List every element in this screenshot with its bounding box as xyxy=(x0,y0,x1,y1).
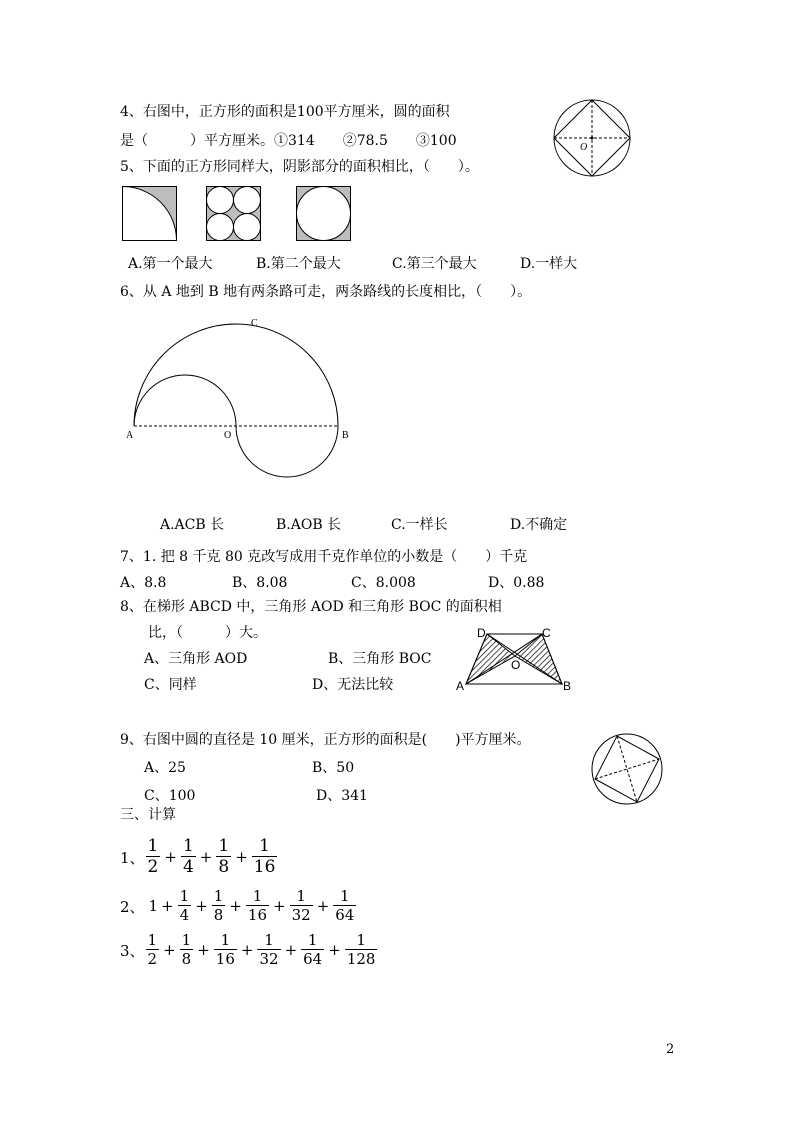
plus-sign: + xyxy=(284,941,298,959)
fraction-numerator: 1 xyxy=(246,889,269,906)
fraction xyxy=(181,838,196,876)
q5-square-3 xyxy=(296,186,352,242)
fraction-numerator: 1 xyxy=(179,887,190,905)
fraction xyxy=(301,933,324,967)
fraction xyxy=(216,838,231,876)
calc-1-index: 1、 xyxy=(120,848,145,867)
fraction-numerator: 1 xyxy=(333,889,356,906)
q8-label-a: A xyxy=(456,679,465,693)
q7-option-b: B、8.08 xyxy=(232,575,288,591)
q5-option-c: C.第三个最大 xyxy=(392,256,477,272)
q6-label-b: B xyxy=(342,430,349,441)
fraction-numerator: 1 xyxy=(252,838,278,857)
q4-line2: 是（ ）平方厘米。①314 ②78.5 ③100 xyxy=(120,133,457,149)
calc-problem-2 xyxy=(120,889,357,923)
fraction xyxy=(180,933,194,967)
q8-label-b: B xyxy=(563,679,572,693)
calc-2-expression xyxy=(158,889,357,923)
plus-sign: + xyxy=(195,897,208,915)
calc-problem-1 xyxy=(120,838,278,876)
fraction-denominator: 32 xyxy=(291,906,311,924)
fraction xyxy=(146,933,160,967)
q6-option-a: A.ACB 长 xyxy=(160,517,225,533)
q6-option-b: B.AOB 长 xyxy=(276,517,342,533)
q8-line1: 8、在梯形 ABCD 中，三角形 AOD 和三角形 BOC 的面积相 xyxy=(120,599,502,615)
q4-circle-square-figure xyxy=(552,98,632,178)
q6-label-o: O xyxy=(224,430,232,441)
q7-option-c: C、8.008 xyxy=(351,575,416,591)
fraction-denominator: 8 xyxy=(213,906,224,924)
plus-sign: + xyxy=(316,897,330,915)
fraction xyxy=(246,889,269,923)
fraction xyxy=(290,889,313,923)
plus-sign: + xyxy=(273,897,286,915)
q6-question: 6、从 A 地到 B 地有两条路可走，两条路线的长度相比，（ ）。 xyxy=(120,284,532,300)
fraction-denominator: 4 xyxy=(179,906,190,924)
fraction-denominator: 2 xyxy=(147,857,159,877)
q6-option-d: D.不确定 xyxy=(510,517,568,533)
fraction-denominator: 16 xyxy=(215,950,235,968)
fraction-numerator: 1 xyxy=(257,933,280,950)
fraction-numerator: 1 xyxy=(218,836,230,856)
q5-option-d: D.一样大 xyxy=(520,256,578,272)
section3-title: 三、计算 xyxy=(120,807,176,823)
q6-label-a: A xyxy=(126,430,134,441)
plus-sign: + xyxy=(161,897,174,915)
calc-3-expression xyxy=(145,933,379,967)
plus-sign: + xyxy=(164,848,177,866)
fraction-numerator: 1 xyxy=(182,836,194,856)
fraction-numerator: 1 xyxy=(301,933,324,950)
fraction-denominator: 16 xyxy=(247,906,268,924)
fraction-numerator: 1 xyxy=(181,931,192,949)
fraction-numerator: 1 xyxy=(213,887,224,905)
fraction-denominator: 64 xyxy=(335,906,355,924)
q6-label-c: C xyxy=(251,318,258,329)
fraction-denominator: 64 xyxy=(303,950,323,968)
plus-sign: + xyxy=(199,848,213,866)
plus-sign: + xyxy=(235,848,248,866)
q7-option-a: A、8.8 xyxy=(120,575,167,591)
q7-question: 7、1. 把 8 千克 80 克改写成用千克作单位的小数是（ ）千克 xyxy=(120,549,528,565)
fraction xyxy=(252,838,278,876)
q8-label-o: O xyxy=(511,658,521,672)
fraction xyxy=(212,889,226,923)
q8-label-d: D xyxy=(477,626,486,640)
q5-square-2 xyxy=(206,186,262,242)
q5-square-1 xyxy=(122,186,178,242)
calc-problem-3 xyxy=(120,933,378,967)
q8-line2: 比，（ ）大。 xyxy=(148,625,267,641)
fraction-numerator: 1 xyxy=(345,933,378,950)
q5-option-b: B.第二个最大 xyxy=(256,256,341,272)
fraction-numerator: 1 xyxy=(147,836,159,856)
plus-sign: + xyxy=(163,941,176,959)
q4-center-label: O xyxy=(580,142,588,153)
fraction-numerator: 1 xyxy=(214,933,237,950)
q9-circle-square-figure xyxy=(590,732,666,808)
fraction-denominator: 32 xyxy=(259,950,279,968)
fraction-denominator: 8 xyxy=(181,950,192,968)
fraction xyxy=(345,933,378,967)
calc-2-lead: 1 xyxy=(148,897,159,915)
fraction-denominator: 16 xyxy=(253,857,276,877)
calc-3-index: 3、 xyxy=(120,941,145,960)
fraction-denominator: 2 xyxy=(147,950,158,968)
q9-option-c: C、100 xyxy=(144,788,196,804)
plus-sign: + xyxy=(197,941,210,959)
fraction xyxy=(146,838,161,876)
q8-label-c: C xyxy=(542,626,551,640)
q5-question: 5、下面的正方形同样大，阴影部分的面积相比，（ ）。 xyxy=(120,159,479,175)
q9-option-a: A、25 xyxy=(144,760,186,776)
fraction xyxy=(178,889,192,923)
fraction-numerator: 1 xyxy=(147,931,158,949)
fraction xyxy=(214,933,237,967)
fraction-numerator: 1 xyxy=(290,889,313,906)
calc-2-index: 2、 xyxy=(120,897,145,916)
q9-question: 9、右图中圆的直径是 10 厘米，正方形的面积是( )平方厘米。 xyxy=(120,732,531,748)
q9-option-b: B、50 xyxy=(312,760,355,776)
plus-sign: + xyxy=(328,941,341,959)
q7-option-d: D、0.88 xyxy=(488,575,545,591)
fraction-denominator: 8 xyxy=(218,857,230,877)
q5-option-a: A.第一个最大 xyxy=(128,256,213,272)
q8-option-c: C、同样 xyxy=(144,677,197,693)
page-number: 2 xyxy=(666,1042,675,1057)
q4-line1: 4、右图中，正方形的面积是100平方厘米，圆的面积 xyxy=(120,104,450,120)
plus-sign: + xyxy=(240,941,254,959)
plus-sign: + xyxy=(229,897,242,915)
q6-option-c: C.一样长 xyxy=(391,517,448,533)
q8-option-a: A、三角形 AOD xyxy=(144,651,248,667)
q9-option-d: D、341 xyxy=(316,788,368,804)
fraction xyxy=(333,889,356,923)
q8-option-b: B、三角形 BOC xyxy=(328,651,432,667)
q8-option-d: D、无法比较 xyxy=(312,677,394,693)
fraction-denominator: 128 xyxy=(346,950,376,968)
fraction xyxy=(257,933,280,967)
fraction-denominator: 4 xyxy=(182,857,194,877)
q6-route-figure xyxy=(122,316,362,476)
q8-trapezoid-figure xyxy=(454,626,574,692)
calc-1-expression xyxy=(145,838,279,876)
